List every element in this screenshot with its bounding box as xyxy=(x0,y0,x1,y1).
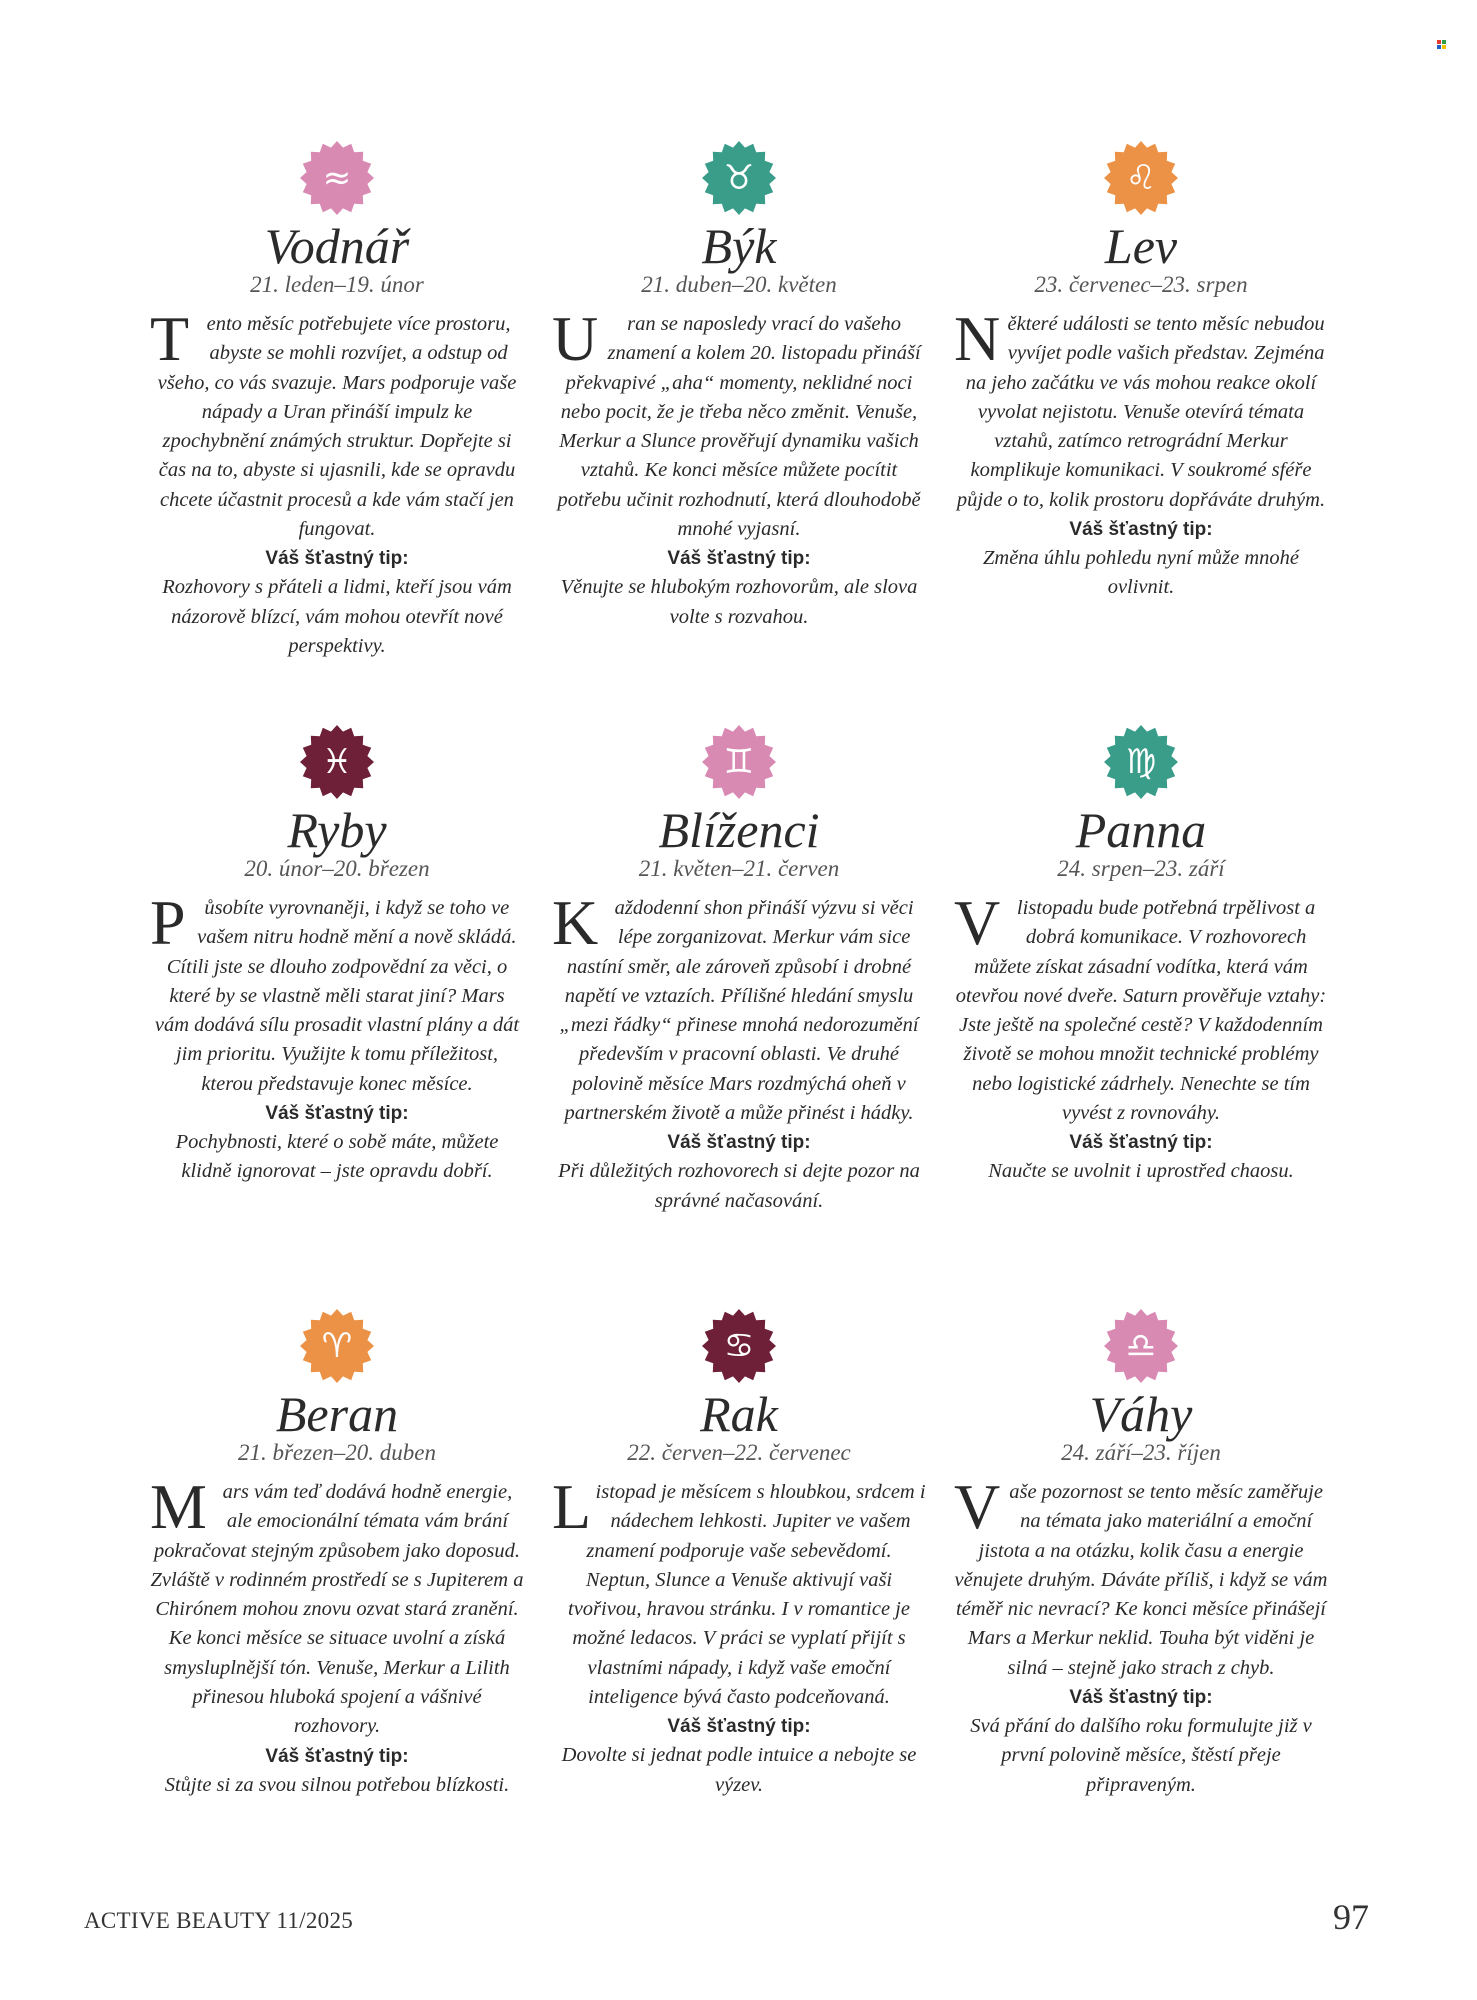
lucky-tip-text: Naučte se uvolnit i uprostřed chaosu. xyxy=(988,1160,1294,1183)
sign-name: Váhy xyxy=(1089,1386,1193,1442)
drop-cap: M xyxy=(150,1471,207,1542)
sign-card xyxy=(940,140,1342,724)
lucky-tip-label: Váš šťastný tip: xyxy=(667,1132,811,1154)
sign-name: Býk xyxy=(701,218,777,274)
sign-card xyxy=(538,724,940,1308)
sign-paragraph: aždodenní shon přináší výzvu si věci lépe zorganizovat. Merkur vám sice nastíní směr, ale zároveň způsobí i drobné napětí ve vztazích. Přílišné hledání smyslu „mezi řádky“ přinese mnohá nedorozumění především v pracovní oblasti. Ve druhé polovině měsíce Mars rozdmýchá oheň v partnerském životě a může přinést i hádky. xyxy=(559,897,919,1125)
sign-dates: 23. červenec–23. srpen xyxy=(1034,272,1248,297)
drop-cap: L xyxy=(552,1471,592,1542)
sign-paragraph: ran se naposledy vrací do vašeho znamení a kolem 20. listopadu přináší překvapivé „aha“ momenty, neklidné noci nebo pocit, že je třeba něco změnit. Venuše, Merkur a Slunce prověřují dynamiku vašich vztahů. Ke konci měsíce můžete pocítit potřebu učinit rozhodnutí, která dlouhodobě mnohé vyjasní. xyxy=(557,313,921,541)
sign-card xyxy=(136,1308,538,1892)
sign-card xyxy=(538,140,940,724)
sign-text xyxy=(150,303,524,544)
sign-text xyxy=(954,1471,1328,1683)
sign-paragraph: ars vám teď dodává hodně energie, ale emocionální témata vám brání pokračovat stejným způsobem jako doposud. Zvláště v rodinném prostředí se s Jupiterem a Chirónem mohou znovu ozvat stará zranění. Ke konci měsíce se situace uvolní a získá smysluplnější tón. Venuše, Merkur a Lilith přinesou hluboká spojení a vášnivé rozhovory. xyxy=(150,1481,524,1738)
libra-icon: ♎ xyxy=(1125,1326,1157,1366)
sign-card xyxy=(136,724,538,1308)
sign-text xyxy=(954,303,1328,515)
zodiac-badge xyxy=(1103,724,1179,800)
corner-color-mark xyxy=(1437,40,1446,49)
lucky-tip-text: Rozhovory s přáteli a lidmi, kteří jsou vám názorově blízcí, vám mohou otevřít nové perspektivy. xyxy=(162,576,512,657)
aquarius-icon: ≈ xyxy=(322,158,352,198)
sign-dates: 21. květen–21. červen xyxy=(638,856,840,881)
page-number: 97 xyxy=(1333,1897,1369,1937)
zodiac-badge xyxy=(299,1308,375,1384)
sign-dates: 21. leden–19. únor xyxy=(250,272,424,297)
lucky-tip-text: Při důležitých rozhovorech si dejte pozor na správné načasování. xyxy=(558,1160,920,1212)
lucky-tip-label: Váš šťastný tip: xyxy=(265,1745,409,1767)
zodiac-badge xyxy=(1103,140,1179,216)
lucky-tip-label: Váš šťastný tip: xyxy=(1069,1132,1213,1154)
sign-card xyxy=(538,1308,940,1892)
sign-paragraph: ento měsíc potřebujete více prostoru, abyste se mohli rozvíjet, a odstup od všeho, co vás svazuje. Mars podporuje vaše nápady a Uran přináší impulz ke zpochybnění známých struktur. Dopřejte si čas na to, abyste si ujasnili, kde se opravdu chcete účastnit procesů a kde vám stačí jen fungovat. xyxy=(157,313,517,541)
lucky-tip-label: Váš šťastný tip: xyxy=(1069,519,1213,541)
drop-cap: K xyxy=(552,887,599,958)
lucky-tip-text: Pochybnosti, které o sobě máte, můžete klidně ignorovat – jste opravdu dobří. xyxy=(175,1131,499,1183)
taurus-icon: ♉ xyxy=(723,158,755,198)
cancer-icon: ♋ xyxy=(723,1326,755,1366)
zodiac-badge xyxy=(1103,1308,1179,1384)
lucky-tip-label: Váš šťastný tip: xyxy=(265,1103,409,1125)
sign-name: Vodnář xyxy=(264,218,410,274)
sign-dates: 22. červen–22. červenec xyxy=(627,1440,851,1465)
sign-paragraph: ůsobíte vyrovnaněji, i když se toho ve vašem nitru hodně mění a nově skládá. Cítili jste se dlouho zodpovědní za věci, o které by se vlastně měli starat jiní? Mars vám dodává sílu prosadit vlastní plány a dát jim prioritu. Využijte k tomu příležitost, kterou představuje konec měsíce. xyxy=(154,897,520,1095)
sign-text xyxy=(150,887,524,1099)
drop-cap: N xyxy=(954,303,1001,374)
zodiac-badge xyxy=(701,140,777,216)
sign-name: Ryby xyxy=(287,802,387,858)
magazine-issue: ACTIVE BEAUTY 11/2025 xyxy=(84,1908,354,1933)
zodiac-badge xyxy=(299,724,375,800)
sign-card xyxy=(940,1308,1342,1892)
sign-name: Rak xyxy=(700,1386,778,1442)
lucky-tip-text: Změna úhlu pohledu nyní může mnohé ovlivnit. xyxy=(983,547,1299,599)
sign-card xyxy=(940,724,1342,1308)
sign-text xyxy=(150,1471,524,1742)
sign-card xyxy=(136,140,538,724)
lucky-tip-text: Svá přání do dalšího roku formulujte již v první polovině měsíce, štěstí přeje připraveným. xyxy=(970,1715,1312,1796)
sign-dates: 21. březen–20. duben xyxy=(237,1440,437,1465)
lucky-tip-text: Dovolte si jednat podle intuice a nebojte se výzev. xyxy=(561,1744,917,1796)
leo-icon: ♌ xyxy=(1125,158,1157,198)
drop-cap: U xyxy=(552,303,599,374)
lucky-tip-label: Váš šťastný tip: xyxy=(265,548,409,570)
lucky-tip-text: Stůjte si za svou silnou potřebou blízkosti. xyxy=(164,1773,510,1796)
sign-dates: 24. září–23. říjen xyxy=(1061,1440,1221,1465)
drop-cap: V xyxy=(954,887,1001,958)
drop-cap: V xyxy=(954,1471,1001,1542)
sign-name: Beran xyxy=(275,1386,399,1442)
sign-name: Panna xyxy=(1075,802,1207,858)
sign-name: Lev xyxy=(1104,218,1178,274)
gemini-icon: ♊ xyxy=(723,742,755,782)
horoscope-grid xyxy=(136,140,1342,1892)
drop-cap: P xyxy=(150,887,186,958)
zodiac-badge xyxy=(701,724,777,800)
sign-paragraph: aše pozornost se tento měsíc zaměřuje na témata jako materiální a emoční jistota a na otázku, kolik času a energie věnujete druhým. Dáváte příliš, i když se vám téměř nic nevrací? Ke konci měsíce přinášejí Mars a Merkur neklid. Touha být viděni je silná – stejně jako strach z chyb. xyxy=(954,1481,1328,1679)
sign-dates: 20. únor–20. březen xyxy=(244,856,430,881)
virgo-icon: ♍ xyxy=(1125,742,1157,782)
pisces-icon: ♓ xyxy=(321,742,353,782)
lucky-tip-text: Věnujte se hlubokým rozhovorům, ale slova volte s rozvahou. xyxy=(560,576,918,628)
sign-name: Blíženci xyxy=(658,802,820,858)
zodiac-badge xyxy=(701,1308,777,1384)
sign-text xyxy=(552,887,926,1128)
sign-text xyxy=(552,303,926,544)
sign-paragraph: ěkteré události se tento měsíc nebudou vyvíjet podle vašich představ. Zejména na jeho začátku ve vás mohou reakce okolí vyvolat nejistotu. Venuše otevírá témata vztahů, zatímco retrográdní Merkur komplikuje komunikaci. V soukromé sféře půjde o to, kolik prostoru dopřáváte druhým. xyxy=(956,313,1326,511)
lucky-tip-label: Váš šťastný tip: xyxy=(1069,1687,1213,1709)
sign-dates: 21. duben–20. květen xyxy=(641,272,837,297)
aries-icon: ♈ xyxy=(321,1326,353,1366)
sign-paragraph: istopad je měsícem s hloubkou, srdcem i nádechem lehkosti. Jupiter ve vašem znamení podporuje vaše sebevědomí. Neptun, Slunce a Venuše aktivují vaši tvořivou, hravou stránku. I v romantice je možné ledacos. V práci se vyplatí přijít s vlastními nápady, i když vaše emoční inteligence bývá často podceňovaná. xyxy=(568,1481,926,1709)
sign-paragraph: listopadu bude potřebná trpělivost a dobrá komunikace. V rozhovorech můžete získat zásadní vodítka, která vám otevřou nové dveře. Saturn prověřuje vztahy: Jste ještě na společné cestě? V každodenním životě se mohou množit technické problémy nebo logistické zádrhely. Nenechte se tím vyvést z rovnováhy. xyxy=(955,897,1327,1125)
sign-dates: 24. srpen–23. září xyxy=(1057,856,1225,881)
lucky-tip-label: Váš šťastný tip: xyxy=(667,548,811,570)
sign-text xyxy=(552,1471,926,1712)
lucky-tip-label: Váš šťastný tip: xyxy=(667,1716,811,1738)
drop-cap: T xyxy=(150,303,190,374)
zodiac-badge xyxy=(299,140,375,216)
sign-text xyxy=(954,887,1328,1128)
